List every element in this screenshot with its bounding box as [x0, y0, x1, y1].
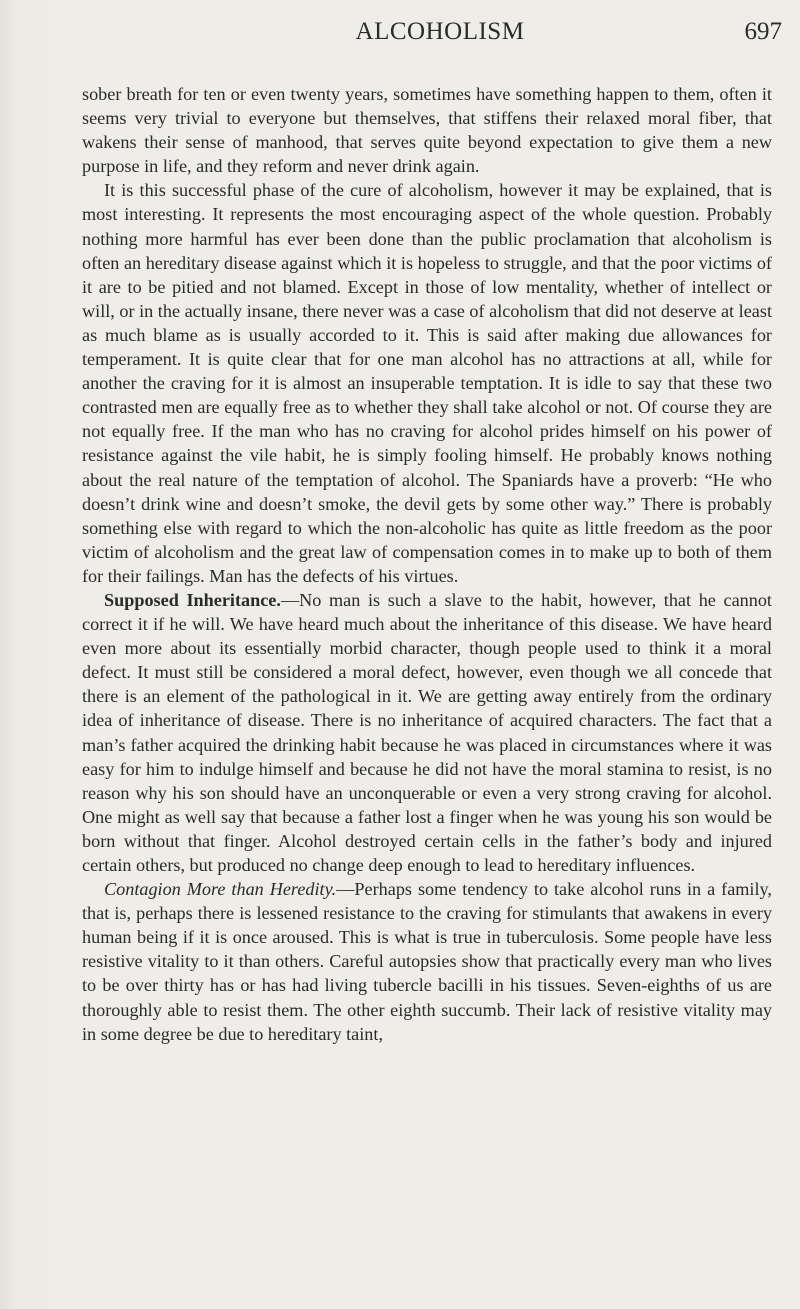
paragraph — [82, 588, 772, 877]
paragraph-text: It is this successful phase of the cure of alcoholism, however it may be explained, that is most interesting. It represents the most encouraging aspect of the whole question. Probably nothing more harmful has ever been done than the public proclamation that alcoholism is often an hereditary disease against which it is hopeless to struggle, and that the poor victims of it are to be pitied and not blamed. Except in those of low mentality, whether of intellect or will, or in the actually insane, there never was a case of alcoholism that did not deserve at least as much blame as is usually accorded to it. This is said after making due allowances for temperament. It is quite clear that for one man alcohol has no attractions at all, while for another the craving for it is almost an insuperable temptation. It is idle to say that these two contrasted men are equally free as to whether they shall take alcohol or not. Of course they are not equally free. If the man who has no craving for alcohol prides himself on his power of resistance against the vile habit, he is simply fooling himself. He probably knows nothing about the real nature of the temptation of alcohol. The Spaniards have a proverb: “He who doesn’t drink wine and doesn’t smoke, the devil gets by some other way.” There is probably something else with regard to which the non-alcoholic has quite as little freedom as the poor victim of alcoholism and the great law of compensation comes in to make up to both of them for their failings. Man has the defects of his virtues. — [82, 180, 772, 586]
paragraph — [82, 178, 772, 588]
running-title: ALCOHOLISM — [355, 18, 525, 45]
paragraph-text: sober breath for ten or even twenty years, sometimes have something happen to them, often it seems very trivial to everyone but themselves, that stiffens their relaxed moral fiber, that wakens their sense of manhood, that serves quite beyond expectation to give them a new purpose in life, and they reform and never drink again. — [82, 84, 772, 177]
paragraph — [82, 877, 772, 1046]
page-number: 697 — [744, 18, 782, 45]
body-text — [82, 82, 772, 1046]
paragraph-text: —Perhaps some tendency to take alcohol runs in a family, that is, perhaps there is lessened resistance to the craving for stimulants that awakens in every human being if it is once aroused. This is what is true in tuberculosis. Some people have less resistive vitality to it than others. Careful autopsies show that practically every man who lives to be over thirty has or has had living tubercle bacilli in his tissues. Seven-eighths of us are thoroughly able to resist them. The other eighth succumb. Their lack of resistive vitality may in some degree be due to hereditary taint, — [82, 879, 772, 1044]
page-header — [0, 18, 800, 54]
paragraph-text: —No man is such a slave to the habit, however, that he cannot correct it if he will. We have heard much about the inheritance of this disease. We have heard even more about its essentially morbid character, though people used to think it a moral defect. It must still be considered a moral defect, however, even though we all concede that there is an element of the pathological in it. We are getting away entirely from the ordinary idea of inheritance of disease. There is no inheritance of acquired characters. The fact that a man’s father acquired the drinking habit because he was placed in circumstances where it was easy for him to indulge himself and because he did not have the moral stamina to resist, is no reason why his son should have an unconquerable or even a very strong craving for alcohol. One might as well say that because a father lost a finger when he was young his son would be born without that finger. Alcohol destroyed certain cells in the father’s body and injured certain others, but produced no change deep enough to lead to hereditary influences. — [82, 589, 772, 875]
paragraph — [82, 82, 772, 178]
section-heading: Supposed Inheritance. — [104, 589, 281, 610]
section-heading: Contagion More than Heredity. — [104, 879, 337, 900]
